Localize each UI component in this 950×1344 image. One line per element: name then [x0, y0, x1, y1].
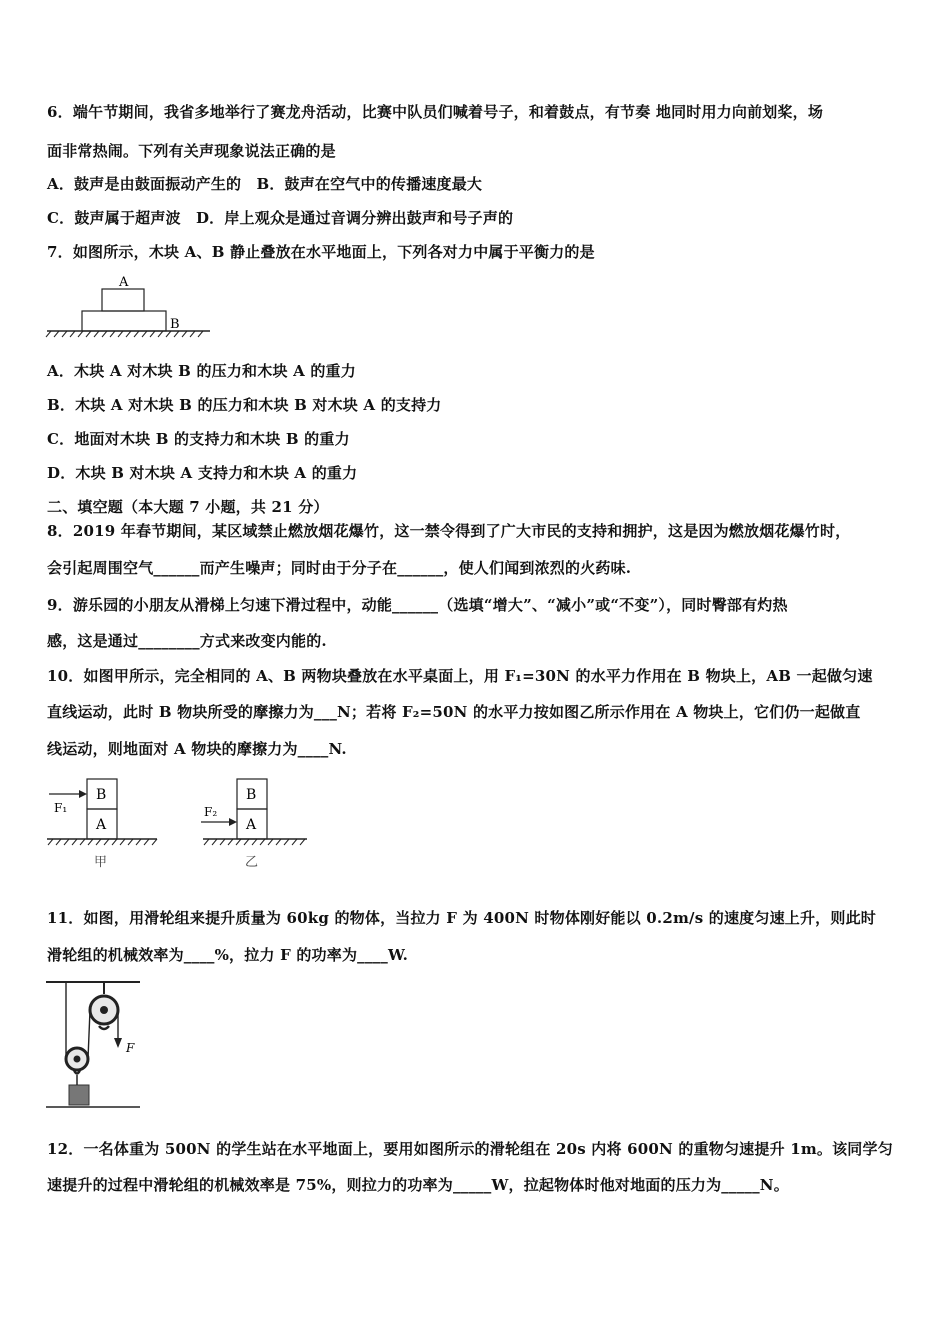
q10-line-2: 直线运动，此时 B 物块所受的摩擦力为___N；若将 F₂=50N 的水平力按如图乙所示作用在 A 物块上，它们仍一起做直: [47, 703, 861, 721]
f2-arrow-head: [229, 818, 237, 826]
force-f-label: F: [126, 1041, 135, 1055]
f1-arrow-head: [79, 790, 87, 798]
load-block: [69, 1085, 89, 1105]
f2-label: F₂: [204, 805, 218, 819]
caption-jia: 甲: [94, 855, 108, 870]
q7-option-d: D．木块 B 对木块 A 支持力和木块 A 的重力: [47, 464, 358, 482]
q12-line-1: 12．一名体重为 500N 的学生站在水平地面上，要用如图所示的滑轮组在 20s 内将 600N 的重物匀速提升 1m。该同学匀: [47, 1140, 893, 1158]
jia-label-b: B: [96, 787, 107, 803]
section-2-title: 二、填空题（本大题 7 小题，共 21 分）: [47, 498, 329, 516]
q8-line-1: 8．2019 年春节期间，某区域禁止燃放烟花爆竹，这一禁令得到了广大市民的支持和拥护，这是因为燃放烟花爆竹时，: [47, 522, 851, 540]
q7-option-b: B．木块 A 对木块 B 的压力和木块 B 对木块 A 的支持力: [47, 396, 442, 414]
q6-options-cd: C．鼓声属于超声波 D．岸上观众是通过音调分辨出鼓声和号子声的: [47, 209, 514, 227]
f1-label: F₁: [54, 801, 68, 815]
label-a: A: [119, 275, 129, 290]
q6-stem-line-2: 面非常热闹。下列有关声现象说法正确的是: [47, 142, 336, 160]
q6-options-ab: A．鼓声是由鼓面振动产生的 B．鼓声在空气中的传播速度最大: [47, 175, 483, 193]
yi-label-a: A: [246, 817, 257, 833]
q10-figure: [45, 772, 315, 874]
yi-label-b: B: [246, 787, 257, 803]
q10-line-1: 10．如图甲所示，完全相同的 A、B 两物块叠放在水平桌面上，用 F₁=30N 的水平力作用在 B 物块上，AB 一起做匀速: [47, 667, 873, 685]
label-b: B: [170, 317, 180, 332]
q7-option-c: C．地面对木块 B 的支持力和木块 B 的重力: [47, 430, 350, 448]
q7-blocks-figure: [45, 272, 215, 342]
caption-yi: 乙: [245, 855, 259, 870]
q6-stem-line-1: 6．端午节期间，我省多地举行了赛龙舟活动，比赛中队员们喊着号子，和着鼓点，有节奏 地同时用力向前划桨，场: [47, 103, 824, 121]
q11-pulley-figure: [44, 976, 144, 1112]
q8-line-2: 会引起周围空气______而产生噪声；同时由于分子在______，使人们闻到浓烈的火药味.: [47, 559, 632, 577]
q7-option-a: A．木块 A 对木块 B 的压力和木块 A 的重力: [47, 362, 356, 380]
q11-line-1: 11．如图，用滑轮组来提升质量为 60kg 的物体，当拉力 F 为 400N 时物体刚好能以 0.2m/s 的速度匀速上升，则此时: [47, 909, 876, 927]
rope-middle: [88, 1010, 90, 1059]
block-b-shape: [82, 311, 166, 331]
q10-line-3: 线运动，则地面对 A 物块的摩擦力为____N.: [47, 740, 347, 758]
q12-line-2: 速提升的过程中滑轮组的机械效率是 75%，则拉力的功率为_____W，拉起物体时他对地面的压力为_____N。: [47, 1176, 789, 1194]
movable-pulley-axle: [74, 1056, 81, 1063]
yi-ground-hatching: [204, 839, 305, 845]
jia-label-a: A: [96, 817, 107, 833]
q9-line-1: 9．游乐园的小朋友从滑梯上匀速下滑过程中，动能______（选填“增大”、“减小”或“不变”），同时臀部有灼热: [47, 596, 788, 614]
jia-ground-hatching: [48, 839, 157, 845]
fixed-pulley-axle: [100, 1006, 108, 1014]
block-a-shape: [102, 289, 144, 311]
q9-line-2: 感，这是通过________方式来改变内能的.: [47, 632, 327, 650]
force-arrow-head: [114, 1038, 122, 1048]
q7-stem: 7．如图所示，木块 A、B 静止叠放在水平地面上，下列各对力中属于平衡力的是: [47, 243, 595, 261]
q11-line-2: 滑轮组的机械效率为____%，拉力 F 的功率为____W.: [47, 946, 409, 964]
fixed-pulley-hook: [99, 1026, 109, 1029]
